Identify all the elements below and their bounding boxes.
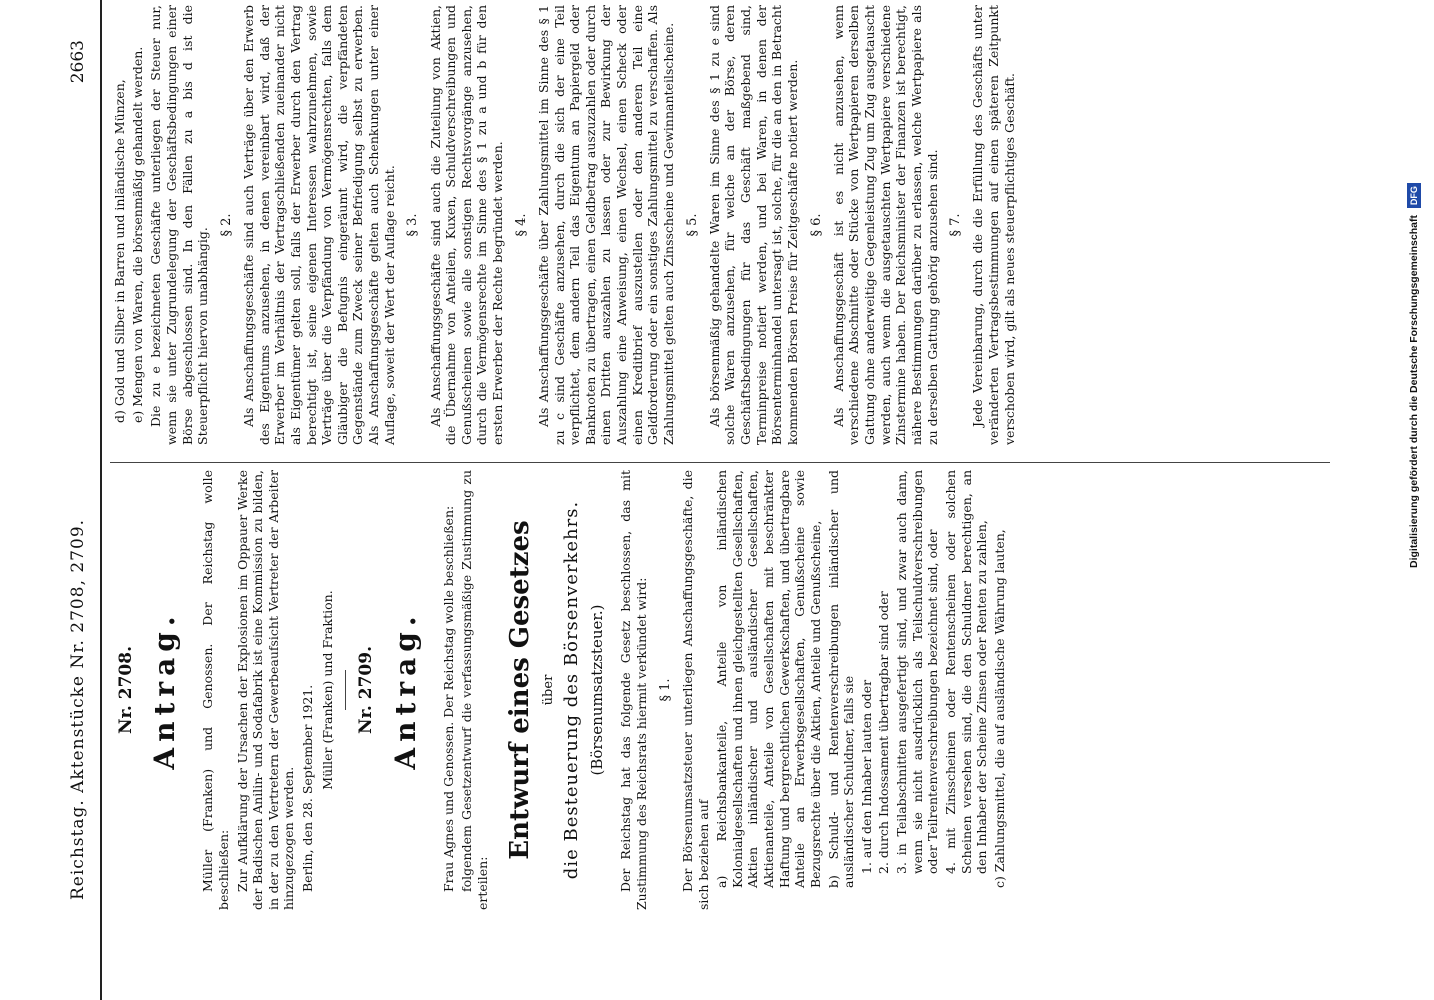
digitization-credit [1404,8,1424,568]
page-number: 2663 [68,40,88,84]
right-column [110,5,1020,445]
section-1-item-b1: 1. auf den Inhaber lauten oder [858,679,874,874]
motion-heading-2: Antrag. [388,610,422,770]
section-2-text: Als Anschaffungsgeschäfte sind auch Verträge über den Erwerb des Eigentums anzusehen, in denen vereinbart wird, daß der Erwerber im Verhältnis der Vertragschließenden zueinander nicht als Eigentümer gelten soll, falls der Erwerber durch den Vertrag berechtigt ist, seine eigenen Interessen wahrzunehmen, sowie Verträge über die Verpfändung von Vermögensrechten, falls dem Gläubiger die Befugnis eingeräumt wird, die verpfändeten Gegenstände zum Zweck seiner Befriedigung selbst zu erwerben. Als Anschaffungsgeschäfte gelten auch Schenkungen unter einer Auflage, soweit der Wert der Auflage reicht. [241,5,397,445]
section-4-text: Als Anschaffungsgeschäfte über Zahlungsmittel im Sinne des § 1 zu c sind Geschäfte anzusehen, durch die sich der eine Teil verpflichtet, dem andern Teil das Eigentum an Papiergeld oder Banknoten zu übertragen, einen Geldbetrag auszuzahlen oder durch einen Dritten auszahlen zu lassen oder zur Bewirkung der Auszahlung eine Anweisung, einen Wechsel, einen Scheck oder einen Kreditbrief auszustellen oder den anderen Teil eine Geldforderung oder ein sonstiges Zahlungsmittel zu verschaffen. Als Zahlungsmittel gelten auch Zinsscheine und Gewinnanteilscheine. [535,5,676,445]
column-divider [110,462,1330,463]
section-6-heading: § 6. [808,213,824,237]
bill-about: über [540,674,556,706]
section-7-heading: § 7. [948,213,964,237]
section-1-item-b: b) Schuld- und Rentenverschreibungen inländischer und ausländischer Schuldner, falls sie [825,470,857,888]
motion-heading-1: Antrag. [148,610,182,770]
bill-preamble: Der Reichstag hat das folgende Gesetz beschlossen, das mit Zustimmung des Reichsrats hiermit verkündet wird: [618,470,649,910]
section-1-item-c: c) Zahlungsmittel, die auf ausländische Währung lauten, [991,529,1007,888]
section-1-item-e: e) Mengen von Waren, die börsenmäßig gehandelt werden. [129,46,145,423]
section-5-heading: § 5. [684,213,700,237]
document-number-2708: Nr. 2708. [116,646,136,735]
motion2-intro: Frau Agnes und Genossen. Der Reichstag wolle beschließen: [440,505,456,892]
section-1-item-b4: 4. mit Zinsscheinen oder Rentenscheinen oder solchen Scheinen versehen sind, die den Schuldner berechtigen, an den Inhaber der Scheine Zinsen oder Renten zu zahlen, [942,470,990,874]
section-7-text: Jede Vereinbarung, durch die die Erfüllung des Geschäfts unter veränderten Vertragsbestimmungen auf einen späteren Zeitpunkt verschoben wird, gilt als neues steuerpflichtiges Geschäft. [970,5,1017,445]
section-3-heading: § 3. [405,213,421,237]
section-4-heading: § 4. [513,213,529,237]
motion2-request: folgendem Gesetzentwurf die verfassungsmäßige Zustimmung zu erteilen: [459,470,490,910]
section-2-heading: § 2. [218,213,234,237]
motion-signature: Müller (Franken) und Fraktion. [319,590,335,790]
section-6-text: Als Anschaffungsgeschäft ist es nicht anzusehen, wenn verschiedene Abschnitte oder Stücke von Wertpapieren derselben Gattung ohne anderweitige Gegenleistung Zug um Zug ausgetauscht werden, auch wenn die ausgetauschten Wertpapiere verschiedene Zinstermine haben. Der Reichsminister der Finanzen ist berechtigt, nähere Bestimmungen darüber zu erlassen, welche Wertpapiere als zu derselben Gattung gehörig anzusehen sind. [830,5,940,445]
bill-title: Entwurf eines Gesetzes [505,520,536,860]
section-1-closing: Die zu e bezeichneten Geschäfte unterliegen der Steuer nur, wenn sie unter Zugrundelegung der Geschäftsbedingungen einer Börse abgeschlossen sind. In den Fällen zu a bis d ist die Steuerpflicht hiervon unabhängig. [148,5,211,445]
section-1-item-d: d) Gold und Silber in Barren und inländische Münzen, [112,79,127,423]
section-1-item-b3: 3. in Teilabschnitten ausgefertigt sind, und zwar auch dann, wenn sie nicht ausdrücklich als Teilschuldverschreibungen oder Teilrentenverschreibungen bezeichnet sind, oder [894,470,941,874]
motion-intro: Müller (Franken) und Genossen. Der Reichstag wolle beschließen: [200,470,231,910]
section-1-item-b2: 2. durch Indossament übertragbar sind oder [876,591,892,874]
motion-text: Zur Aufklärung der Ursachen der Explosionen im Oppauer Werke der Badischen Anilin- und Sodafabrik ist eine Kommission zu bilden, in der zu den Vertretern der Gewerbeaufsicht Vertreter der Arbeiter hinzugezogen werden. [234,470,297,910]
section-3-text: Als Anschaffungsgeschäfte sind auch die Zuteilung von Aktien, die Übernahme von Anteilen, Kuxen, Schuldverschreibungen und Genußscheinen sowie alle sonstigen Rechtsvorgänge anzusehen, durch die Vermögensrechte im Sinne des § 1 zu a und b für den ersten Erwerber der Rechte begründet werden. [427,5,505,445]
section-5-text: Als börsenmäßig gehandelte Waren im Sinne des § 1 zu e sind solche Waren anzusehen, für welche an der Börse, deren Geschäftsbedingungen für das Geschäft maßgebend sind, Terminpreise notiert werden, und bei Waren, in denen der Börsenterminhandel untersagt ist, solche, für die an den in Betracht kommenden Börsen Preise für Zeitgeschäfte notiert werden. [706,5,800,445]
document-number-2709: Nr. 2709. [356,646,377,735]
header-title: Reichstag. Aktenstücke Nr. 2708, 2709. [68,518,88,900]
digitization-credit-text: Digitalisierung gefördert durch die Deutsche Forschungsgemeinschaft [1408,215,1420,568]
section-1-heading: § 1. [657,678,673,702]
section-1-intro: Der Börsenumsatzsteuer unterliegen Anschaffungsgeschäfte, die sich beziehen auf [679,470,711,910]
separator-line [345,670,346,710]
dfg-logo: DFG [1407,183,1421,208]
bill-subject: die Besteuerung des Börsenverkehrs. [561,500,583,880]
motion-date: Berlin, den 28. September 1921. [300,684,315,892]
section-1-item-a: a) Reichsbankanteile, Anteile von inländischen Kolonialgesellschaften und ihnen gleichgestellten Gesellschaften, Aktien inländischer und ausländischer Gesellschaften, Aktienanteile, Anteile von Gesellschaften mit beschränkter Haftung und bergrechtlichen Gewerkschaften, und übertragbare Anteile an Erwerbsgesellschaften, Genußscheine sowie Bezugsrechte über die Aktien, Anteile und Genußscheine, [714,470,823,888]
running-header [60,0,102,1000]
bill-subtitle: (Börsenumsatzsteuer.) [587,604,606,776]
left-column [110,470,1009,910]
